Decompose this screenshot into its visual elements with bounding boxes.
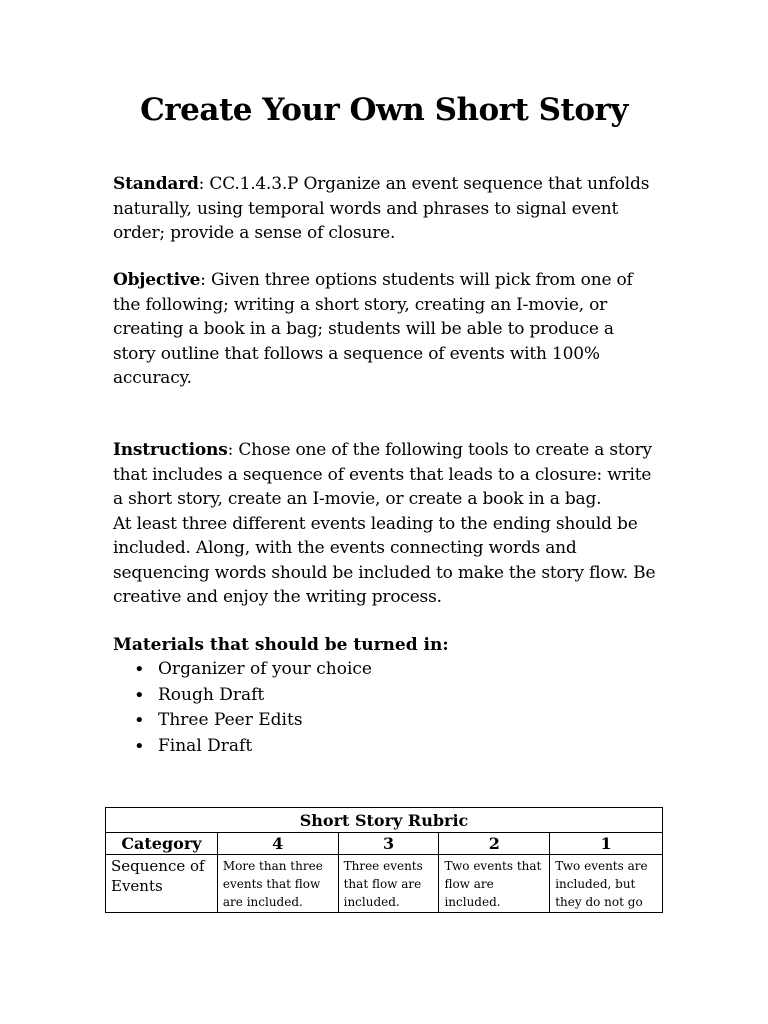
rubric-caption: Short Story Rubric	[106, 808, 663, 833]
instructions-label: Instructions	[113, 440, 228, 460]
list-item: • Organizer of your choice	[130, 657, 372, 683]
rubric-header-4: 4	[217, 833, 338, 855]
rubric-table	[105, 807, 663, 913]
objective-label: Objective	[113, 270, 201, 290]
rubric-caption-row	[106, 808, 663, 833]
rubric-header-1: 1	[550, 833, 663, 855]
instructions-text: : Chose one of the following tools to create a story that includes a sequence of events that leads to a closure: write a short story, create an I-movie, or create a book in a bag.	[113, 440, 652, 509]
objective-text: : Given three options students will pick from one of the following; writing a short story, creating an I-movie, or creating a book in a bag; students will be able to produce a story outline that follows a sequence of events with 100% accuracy.	[113, 270, 633, 388]
rubric-header-3: 3	[338, 833, 439, 855]
page-title: Create Your Own Short Story	[140, 92, 628, 128]
rubric-cell: Two events that flow are included.	[439, 855, 550, 913]
rubric-cell: Two events are included, but they do not go	[550, 855, 663, 913]
list-item: • Final Draft	[130, 734, 372, 760]
materials-heading: Materials that should be turned in:	[113, 635, 449, 655]
table-row	[106, 855, 663, 913]
objective-paragraph	[113, 268, 658, 391]
standard-paragraph	[113, 172, 658, 246]
instructions-text-continued: At least three different events leading to the ending should be included. Along, with the events connecting words and sequencing words should be included to make the story flow. Be creative and enjoy the writing process.	[113, 513, 656, 607]
list-item: • Three Peer Edits	[130, 708, 372, 734]
rubric-cell: Three events that flow are included.	[338, 855, 439, 913]
rubric-category-cell: Sequence of Events	[106, 855, 218, 913]
instructions-paragraph	[113, 438, 658, 610]
rubric-cell: More than three events that flow are included.	[217, 855, 338, 913]
rubric-header-2: 2	[439, 833, 550, 855]
standard-label: Standard	[113, 174, 199, 194]
materials-list	[130, 657, 372, 759]
rubric-header-row	[106, 833, 663, 855]
standard-text: : CC.1.4.3.P Organize an event sequence that unfolds naturally, using temporal words and phrases to signal event order; provide a sense of closure.	[113, 174, 650, 243]
list-item: • Rough Draft	[130, 683, 372, 709]
rubric-header-category: Category	[106, 833, 218, 855]
